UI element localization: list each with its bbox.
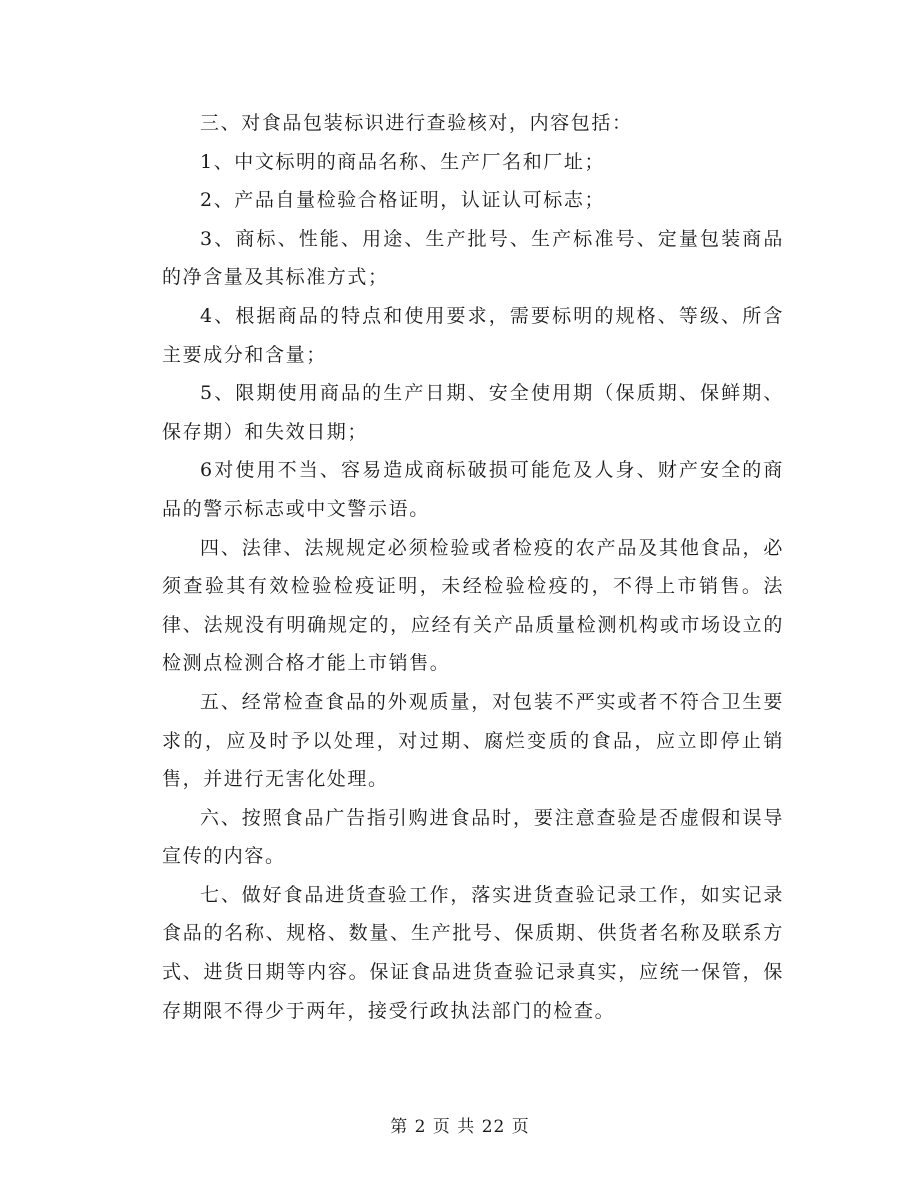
- paragraph-item-6: 6对使用不当、容易造成商标破损可能危及人身、财产安全的商品的警示标志或中文警示语。: [162, 459, 784, 520]
- paragraph-section-5: 五、经常检查食品的外观质量，对包装不严实或者不符合卫生要求的，应及时予以处理，对过期、腐烂变质的食品，应立即停止销售，并进行无害化处理。: [162, 690, 784, 791]
- paragraph-section-6: 六、按照食品广告指引购进食品时，要注意查验是否虚假和误导宣传的内容。: [162, 806, 784, 868]
- page-number-footer: 第 2 页 共 22 页: [390, 1117, 530, 1137]
- paragraph-item-2: 2、产品自量检验合格证明，认证认可标志；: [200, 189, 606, 212]
- paragraph-item-5: 5、限期使用商品的生产日期、安全使用期（保质期、保鲜期、保存期）和失效日期；: [162, 382, 784, 443]
- paragraph-item-4: 4、根据商品的特点和使用要求，需要标明的规格、等级、所含主要成分和含量；: [162, 304, 784, 366]
- paragraph-section-7: 七、做好食品进货查验工作，落实进货查验记录工作，如实记录食品的名称、规格、数量、生产批号、保质期、供货者名称及联系方式、进货日期等内容。保证食品进货查验记录真实，应统一保管，保存期限不得少于两年，接受行政执法部门的检查。: [162, 883, 784, 1022]
- paragraph-section-4: 四、法律、法规规定必须检验或者检疫的农产品及其他食品，必须查验其有效检验检疫证明，未经检验检疫的，不得上市销售。法律、法规没有明确规定的，应经有关产品质量检测机构或市场设立的检测点检测合格才能上市销售。: [162, 536, 784, 675]
- paragraph-item-3: 3、商标、性能、用途、生产批号、生产标准号、定量包装商品的净含量及其标准方式；: [162, 227, 784, 289]
- document-body: [162, 104, 784, 1030]
- paragraph-section-3-intro: 三、对食品包装标识进行查验核对，内容包括：: [200, 112, 633, 134]
- paragraph-item-1: 1、中文标明的商品名称、生产厂名和厂址；: [200, 150, 606, 173]
